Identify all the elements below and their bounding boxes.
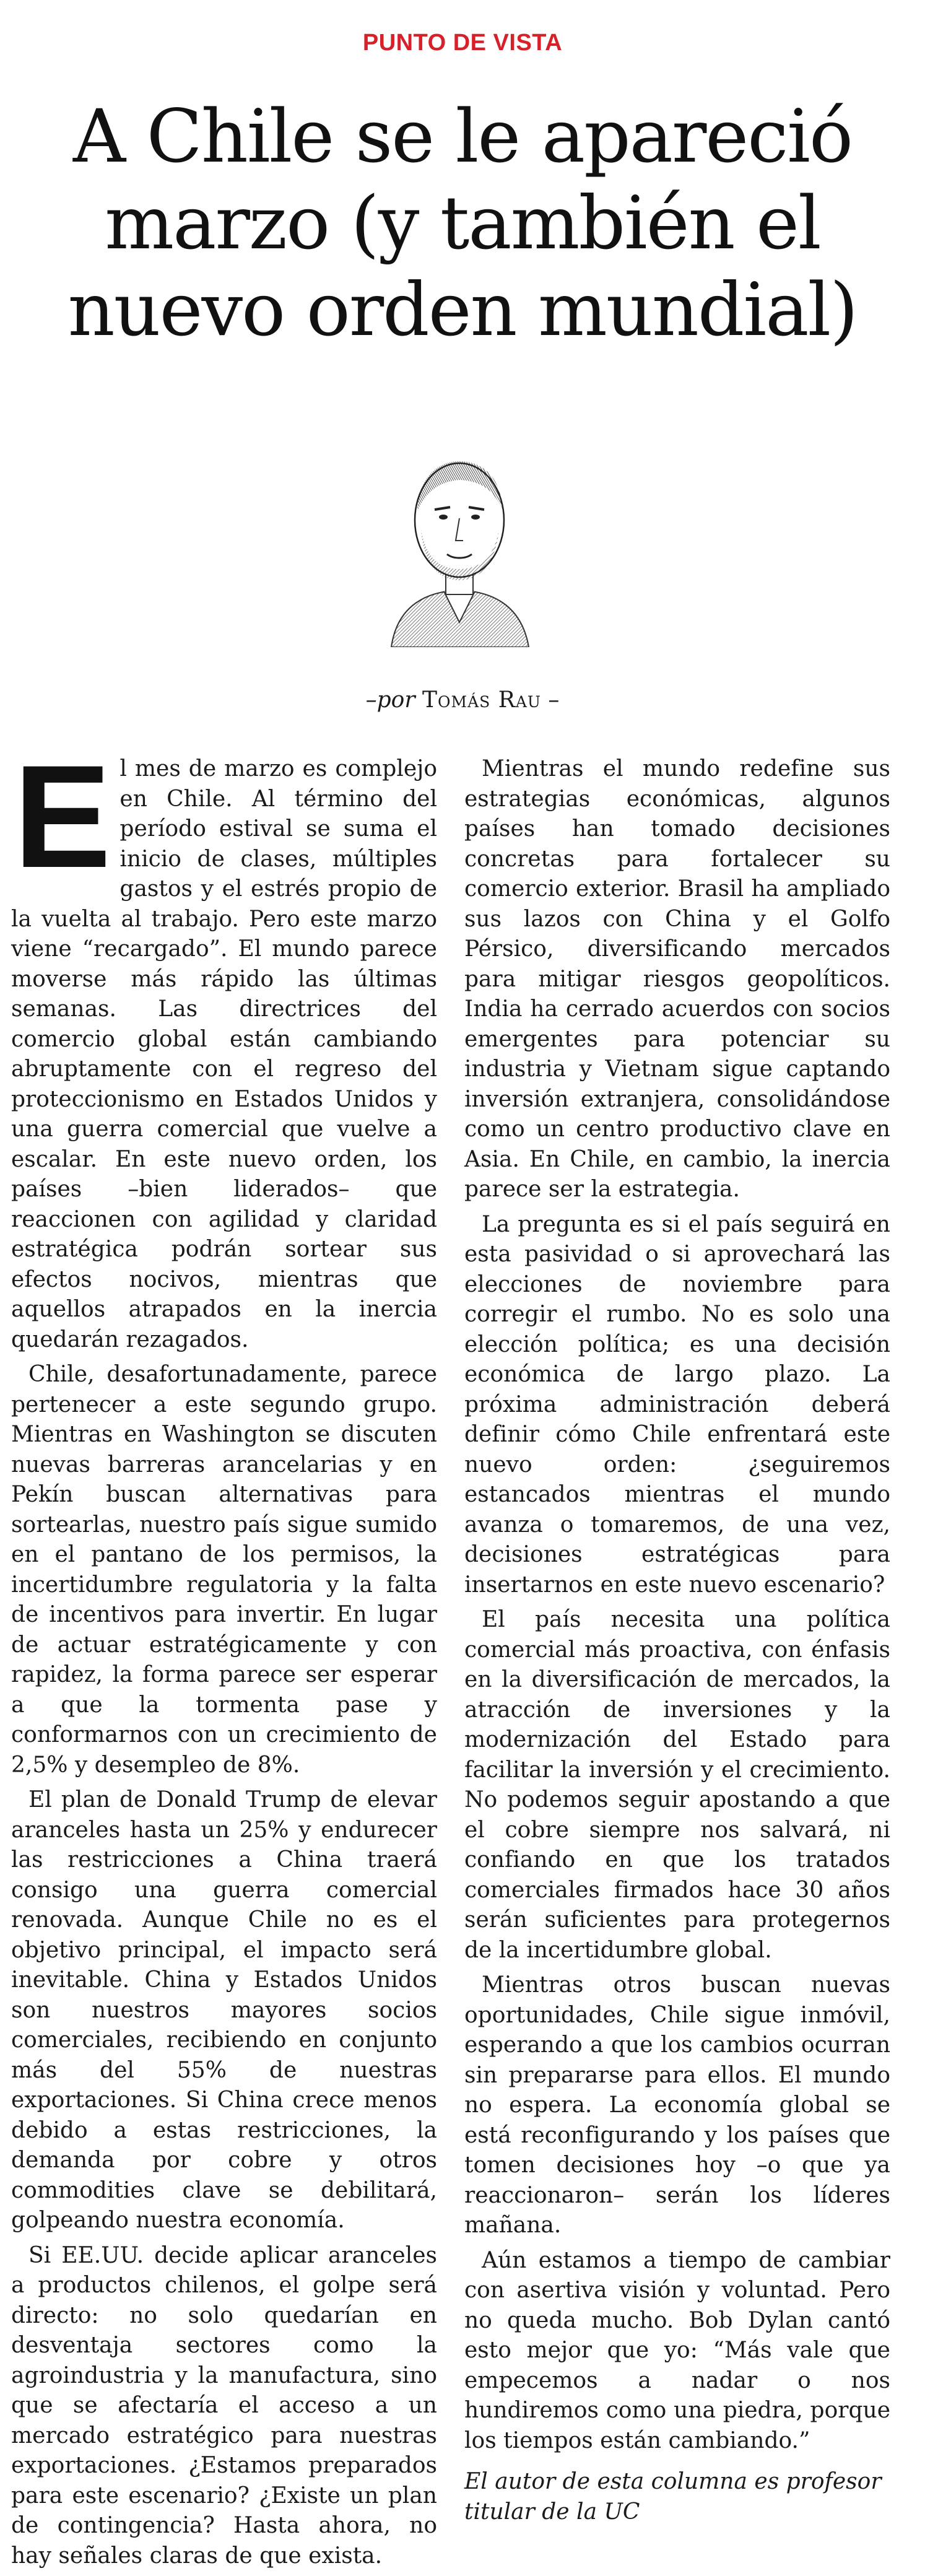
paragraph: El país necesita una política comercial más proactiva, con énfasis en la diversificación de mercados, la atracción de inversiones y la modernización del Estado para facilitar la inversión y el crecimiento. No podemos seguir apostando a que el cobre siempre nos salvará, ni confiando en que los tratados comerciales firmados hace 30 años serán suficientes para protegernos de la incertidumbre global. [464,1607,890,1963]
byline-suffix: – [548,687,560,713]
paragraph: Mientras otros buscan nuevas oportunidades, Chile sigue inmóvil, esperando a que los cambios ocurran sin prepararse para ellos. El mundo no espera. La economía global se está reconfigurando y los países que tomen decisiones hoy –o que ya reaccionaron– serán los líderes mañana. [464,1972,890,2238]
paragraph: El plan de Donald Trump de elevar aranceles hasta un 25% y endurecer las restricciones a China traerá consigo una guerra comercial renovada. Aunque Chile no es el objetivo principal, el impacto será inevitable. China y Estados Unidos son nuestros mayores socios comerciales, recibiendo en conjunto más del 55% de nuestras exportaciones. Si China crece menos debido a estas restricciones, la demanda por cobre y otros commodities clave se debilitará, golpeando nuestra economía. [11,1787,437,2233]
drop-cap: E [14,735,111,899]
paragraph: Si EE.UU. decide aplicar aranceles a productos chilenos, el golpe será directo: no solo quedarían en desventaja sectores como la agroindustria y la manufactura, sino que se afectaría el acceso a un mercado estratégico para nuestras exportaciones. ¿Estamos preparados para este escenario? ¿Existe un plan de contingencia? Hasta ahora, no hay señales claras de que exista. [11,2242,437,2569]
first-paragraph-text: l mes de marzo es complejo en Chile. Al término del período estival se suma el inicio de clases, múltiples gastos y el estrés propio de la vuelta al trabajo. Pero este marzo viene “recargado”. El mundo parece moverse más rápido las últimas semanas. Las directrices del comercio global están cambiando abruptamente con el regreso del proteccionismo en Estados Unidos y una guerra comercial que vuelve a escalar. En este nuevo orden, los países –bien liderados– que reaccionen con agilidad y claridad estratégica podrán sortear sus efectos nocivos, mientras que aquellos atrapados en la inercia quedarán rezagados. [11,756,437,1352]
author-note: El autor de esta columna es profesor titular de la UC [464,2469,882,2525]
byline-author: Tomás Rau [422,687,541,713]
byline [0,687,925,713]
author-portrait [385,437,534,647]
paragraph: Mientras el mundo redefine sus estrategias económicas, algunos países han tomado decisiones concretas para fortalecer su comercio exterior. Brasil ha ampliado sus lazos con China y el Golfo Pérsico, diversificando mercados para mitigar riesgos geopolíticos. India ha cerrado acuerdos con socios emergentes para potenciar su industria y Vietnam sigue captando inversión extranjera, consolidándose como un centro productivo clave en Asia. En Chile, en cambio, la inercia parece ser la estrategia. [464,756,890,1202]
paragraph: La pregunta es si el país seguirá en esta pasividad o si aprovechará las elecciones de noviembre para corregir el rumbo. No es solo una elección política; es una decisión económica de largo plazo. La próxima administración deberá definir cómo Chile enfrentará este nuevo orden: ¿seguiremos estancados mientras el mundo avanza o tomaremos, de una vez, decisiones estratégicas para insertarnos en este nuevo escenario? [464,1211,890,1598]
paragraph [11,735,437,1355]
paragraph: Aún estamos a tiempo de cambiar con asertiva visión y voluntad. Pero no queda mucho. Bob Dylan cantó esto mejor que yo: “Más vale que empecemos a nadar o nos hundiremos como una piedra, porque los tiempos están cambiando.” [464,2247,890,2453]
paragraph: Chile, desafortunadamente, parece pertenecer a este segundo grupo. Mientras en Washington se discuten nuevas barreras arancelarias y en Pekín buscan alternativas para sortearlas, nuestro país sigue sumido en el pantano de los permisos, la incertidumbre regulatoria y la falta de incentivos para invertir. En lugar de actuar estratégicamente y con rapidez, la forma parece ser esperar a que la tormenta pase y conformarnos con un crecimiento de 2,5% y desempleo de 8%. [11,1362,437,1778]
headline: A Chile se le apareció marzo (y también el nuevo orden mundial) [67,94,858,352]
right-column [464,754,890,2532]
left-column [11,735,437,2576]
byline-prefix: –por [365,687,415,713]
section-label: PUNTO DE VISTA [362,30,563,56]
